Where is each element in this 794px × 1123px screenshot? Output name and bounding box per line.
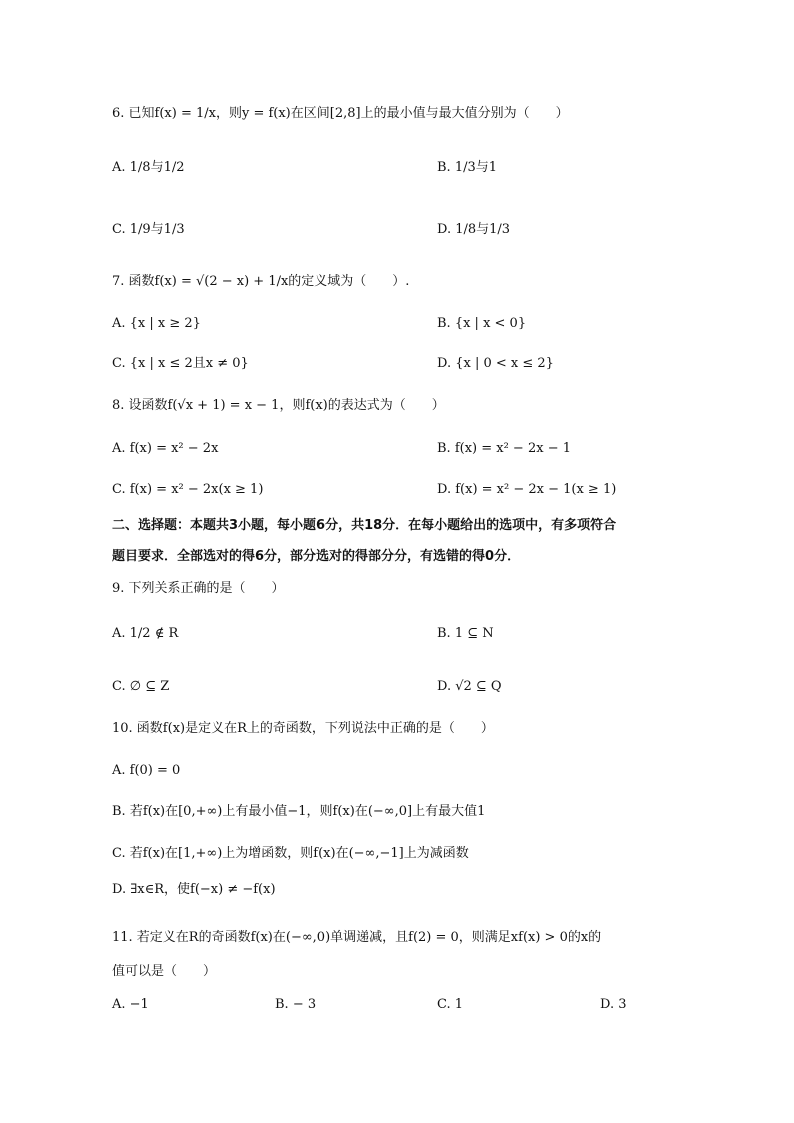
q7-stem: 7. 函数f(x) = √(2 − x) + 1/x的定义域为（ ）. xyxy=(112,274,410,289)
q8-option-d: D. f(x) = x² − 2x − 1(x ≥ 1) xyxy=(437,482,617,497)
q6-option-a: A. 1/8与1/2 xyxy=(112,160,185,175)
q6-option-d: D. 1/8与1/3 xyxy=(437,222,511,237)
q10-stem: 10. 函数f(x)是定义在R上的奇函数，下列说法中正确的是（ ） xyxy=(112,721,494,736)
q11-option-a: A. −1 xyxy=(112,997,149,1012)
q7-option-d: D. {x | 0 < x ≤ 2} xyxy=(437,356,554,371)
q7-option-c: C. {x | x ≤ 2且x ≠ 0} xyxy=(112,356,249,371)
q8-option-c: C. f(x) = x² − 2x(x ≥ 1) xyxy=(112,482,264,497)
q9-option-d: D. √2 ⊆ Q xyxy=(437,679,502,694)
q9-stem: 9. 下列关系正确的是（ ） xyxy=(112,581,285,596)
q10-option-d: D. ∃x∈R，使f(−x) ≠ −f(x) xyxy=(112,882,276,897)
q6-stem: 6. 已知f(x) = 1/x，则y = f(x)在区间[2,8]上的最小值与最大值分别为（ ） xyxy=(112,106,569,121)
q7-option-a: A. {x | x ≥ 2} xyxy=(112,316,201,331)
q9-option-c: C. ∅ ⊆ Z xyxy=(112,679,170,694)
q10-option-b: B. 若f(x)在[0,+∞)上有最小值−1，则f(x)在(−∞,0]上有最大值1 xyxy=(112,804,486,819)
q10-option-c: C. 若f(x)在[1,+∞)上为增函数，则f(x)在(−∞,−1]上为减函数 xyxy=(112,846,469,861)
q9-option-b: B. 1 ⊆ N xyxy=(437,626,494,641)
q11-option-c: C. 1 xyxy=(437,997,464,1012)
q11-stem-line1: 11. 若定义在R的奇函数f(x)在(−∞,0)单调递减，且f(2) = 0，则满足xf(x) > 0的x的 xyxy=(112,930,602,945)
q8-option-a: A. f(x) = x² − 2x xyxy=(112,441,219,456)
q11-stem-line2: 值可以是（ ） xyxy=(112,964,217,979)
q11-option-d: D. 3 xyxy=(600,997,627,1012)
q6-option-c: C. 1/9与1/3 xyxy=(112,222,185,237)
q10-option-a: A. f(0) = 0 xyxy=(112,763,181,778)
q9-option-a: A. 1/2 ∉ R xyxy=(112,626,179,641)
q7-option-b: B. {x | x < 0} xyxy=(437,316,527,331)
q8-option-b: B. f(x) = x² − 2x − 1 xyxy=(437,441,571,456)
q8-stem: 8. 设函数f(√x + 1) = x − 1，则f(x)的表达式为（ ） xyxy=(112,398,445,413)
section-2-heading-line1: 二、选择题：本题共3小题，每小题6分，共18分．在每小题给出的选项中，有多项符合 xyxy=(112,518,617,533)
q11-option-b: B. − 3 xyxy=(275,997,317,1012)
q6-option-b: B. 1/3与1 xyxy=(437,160,498,175)
section-2-heading-line2: 题目要求．全部选对的得6分，部分选对的得部分分，有选错的得0分． xyxy=(112,549,521,564)
